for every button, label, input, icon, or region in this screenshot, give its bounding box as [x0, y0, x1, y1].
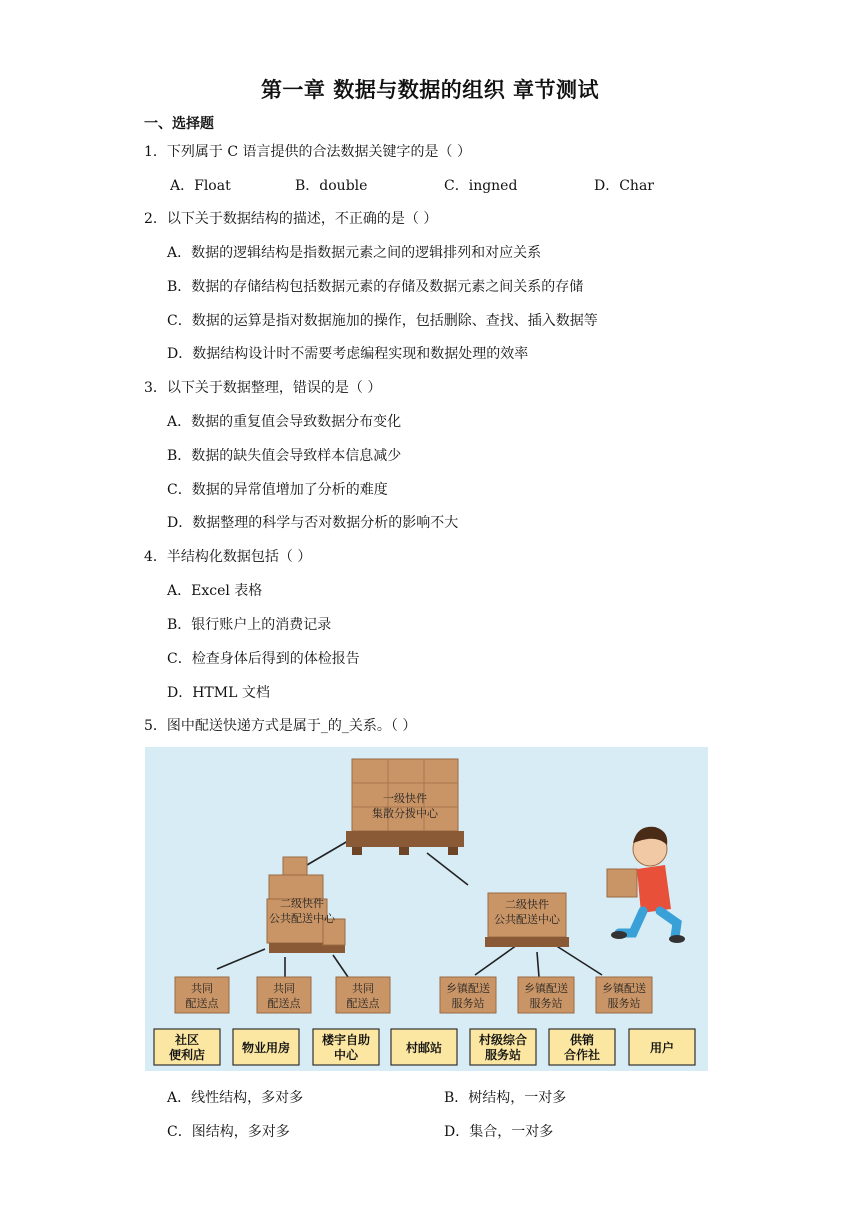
question-5-stem: 5．图中配送快递方式是属于_的_关系。（ ）: [144, 718, 417, 734]
leaf-left-1-line1: 共同: [191, 982, 213, 995]
q3-option-c: C．数据的异常值增加了分析的难度: [167, 482, 388, 498]
dest-6-line2: 合作社: [563, 1048, 601, 1062]
mid-right-label-2: 公共配送中心: [494, 913, 560, 926]
q4-option-d: D．HTML 文档: [167, 685, 270, 701]
question-3-stem: 3．以下关于数据整理，错误的是（ ）: [144, 380, 382, 396]
dest-3-line2: 中心: [333, 1048, 359, 1062]
mid-right-label-1: 二级快件: [505, 898, 549, 911]
q5-option-d: D．集合，一对多: [444, 1124, 554, 1140]
q3-option-d: D．数据整理的科学与否对数据分析的影响不大: [167, 515, 459, 531]
q1-option-d: D．Char: [594, 178, 654, 194]
delivery-network-diagram: [145, 747, 708, 1071]
q2-option-b: B．数据的存储结构包括数据元素的存储及数据元素之间关系的存储: [167, 279, 584, 295]
leaf-right-2-line2: 服务站: [529, 997, 563, 1010]
dest-6-line1: 供销: [569, 1033, 595, 1047]
q5-option-b: B．树结构，一对多: [444, 1090, 567, 1106]
q3-option-a: A．数据的重复值会导致数据分布变化: [167, 414, 402, 430]
q1-option-c: C．ingned: [444, 178, 518, 194]
question-2-stem: 2．以下关于数据结构的描述，不正确的是（ ）: [144, 211, 438, 227]
q3-option-b: B．数据的缺失值会导致样本信息减少: [167, 448, 402, 464]
section-heading: 一、选择题: [144, 116, 214, 132]
page-title: 第一章 数据与数据的组织 章节测试: [260, 78, 600, 102]
leaf-right-3-line2: 服务站: [607, 997, 641, 1010]
q2-option-c: C．数据的运算是指对数据施加的操作，包括删除、查找、插入数据等: [167, 313, 598, 329]
leaf-right-1-line2: 服务站: [451, 997, 485, 1010]
root-label-1: 一级快件: [383, 792, 427, 805]
leaf-left-3-line1: 共同: [352, 982, 374, 995]
q4-option-b: B．银行账户上的消费记录: [167, 617, 332, 633]
dest-1-line1: 社区: [174, 1033, 200, 1047]
leaf-left-2-line2: 配送点: [267, 997, 301, 1010]
mid-left-label-1: 二级快件: [280, 897, 324, 910]
q2-option-d: D．数据结构设计时不需要考虑编程实现和数据处理的效率: [167, 346, 529, 362]
leaf-right-2-line1: 乡镇配送: [524, 982, 568, 995]
q1-option-b: B．double: [295, 178, 368, 194]
dest-5-line2: 服务站: [484, 1048, 522, 1062]
dest-3-line1: 楼宇自助: [321, 1033, 371, 1047]
dest-2-line1: 物业用房: [241, 1041, 291, 1055]
dest-1-line2: 便利店: [168, 1048, 206, 1062]
question-4-stem: 4．半结构化数据包括（ ）: [144, 549, 312, 565]
root-label-2: 集散分拨中心: [372, 807, 438, 820]
leaf-right-3-line1: 乡镇配送: [602, 982, 646, 995]
dest-7-line1: 用户: [649, 1041, 675, 1055]
leaf-left-1-line2: 配送点: [185, 997, 219, 1010]
q5-option-a: A．线性结构，多对多: [167, 1090, 304, 1106]
q1-option-a: A．Float: [170, 178, 231, 194]
leaf-left-2-line1: 共同: [273, 982, 295, 995]
leaf-left-3-line2: 配送点: [346, 997, 380, 1010]
question-1-stem: 1．下列属于 C 语言提供的合法数据关键字的是（ ）: [144, 144, 471, 160]
mid-left-label-2: 公共配送中心: [269, 912, 335, 925]
q5-option-c: C．图结构，多对多: [167, 1124, 290, 1140]
leaf-right-1-line1: 乡镇配送: [446, 982, 490, 995]
q2-option-a: A．数据的逻辑结构是指数据元素之间的逻辑排列和对应关系: [167, 245, 542, 261]
dest-5-line1: 村级综合: [478, 1033, 528, 1047]
q4-option-c: C．检查身体后得到的体检报告: [167, 651, 360, 667]
q4-option-a: A．Excel 表格: [167, 583, 263, 599]
dest-4-line1: 村邮站: [405, 1041, 443, 1055]
